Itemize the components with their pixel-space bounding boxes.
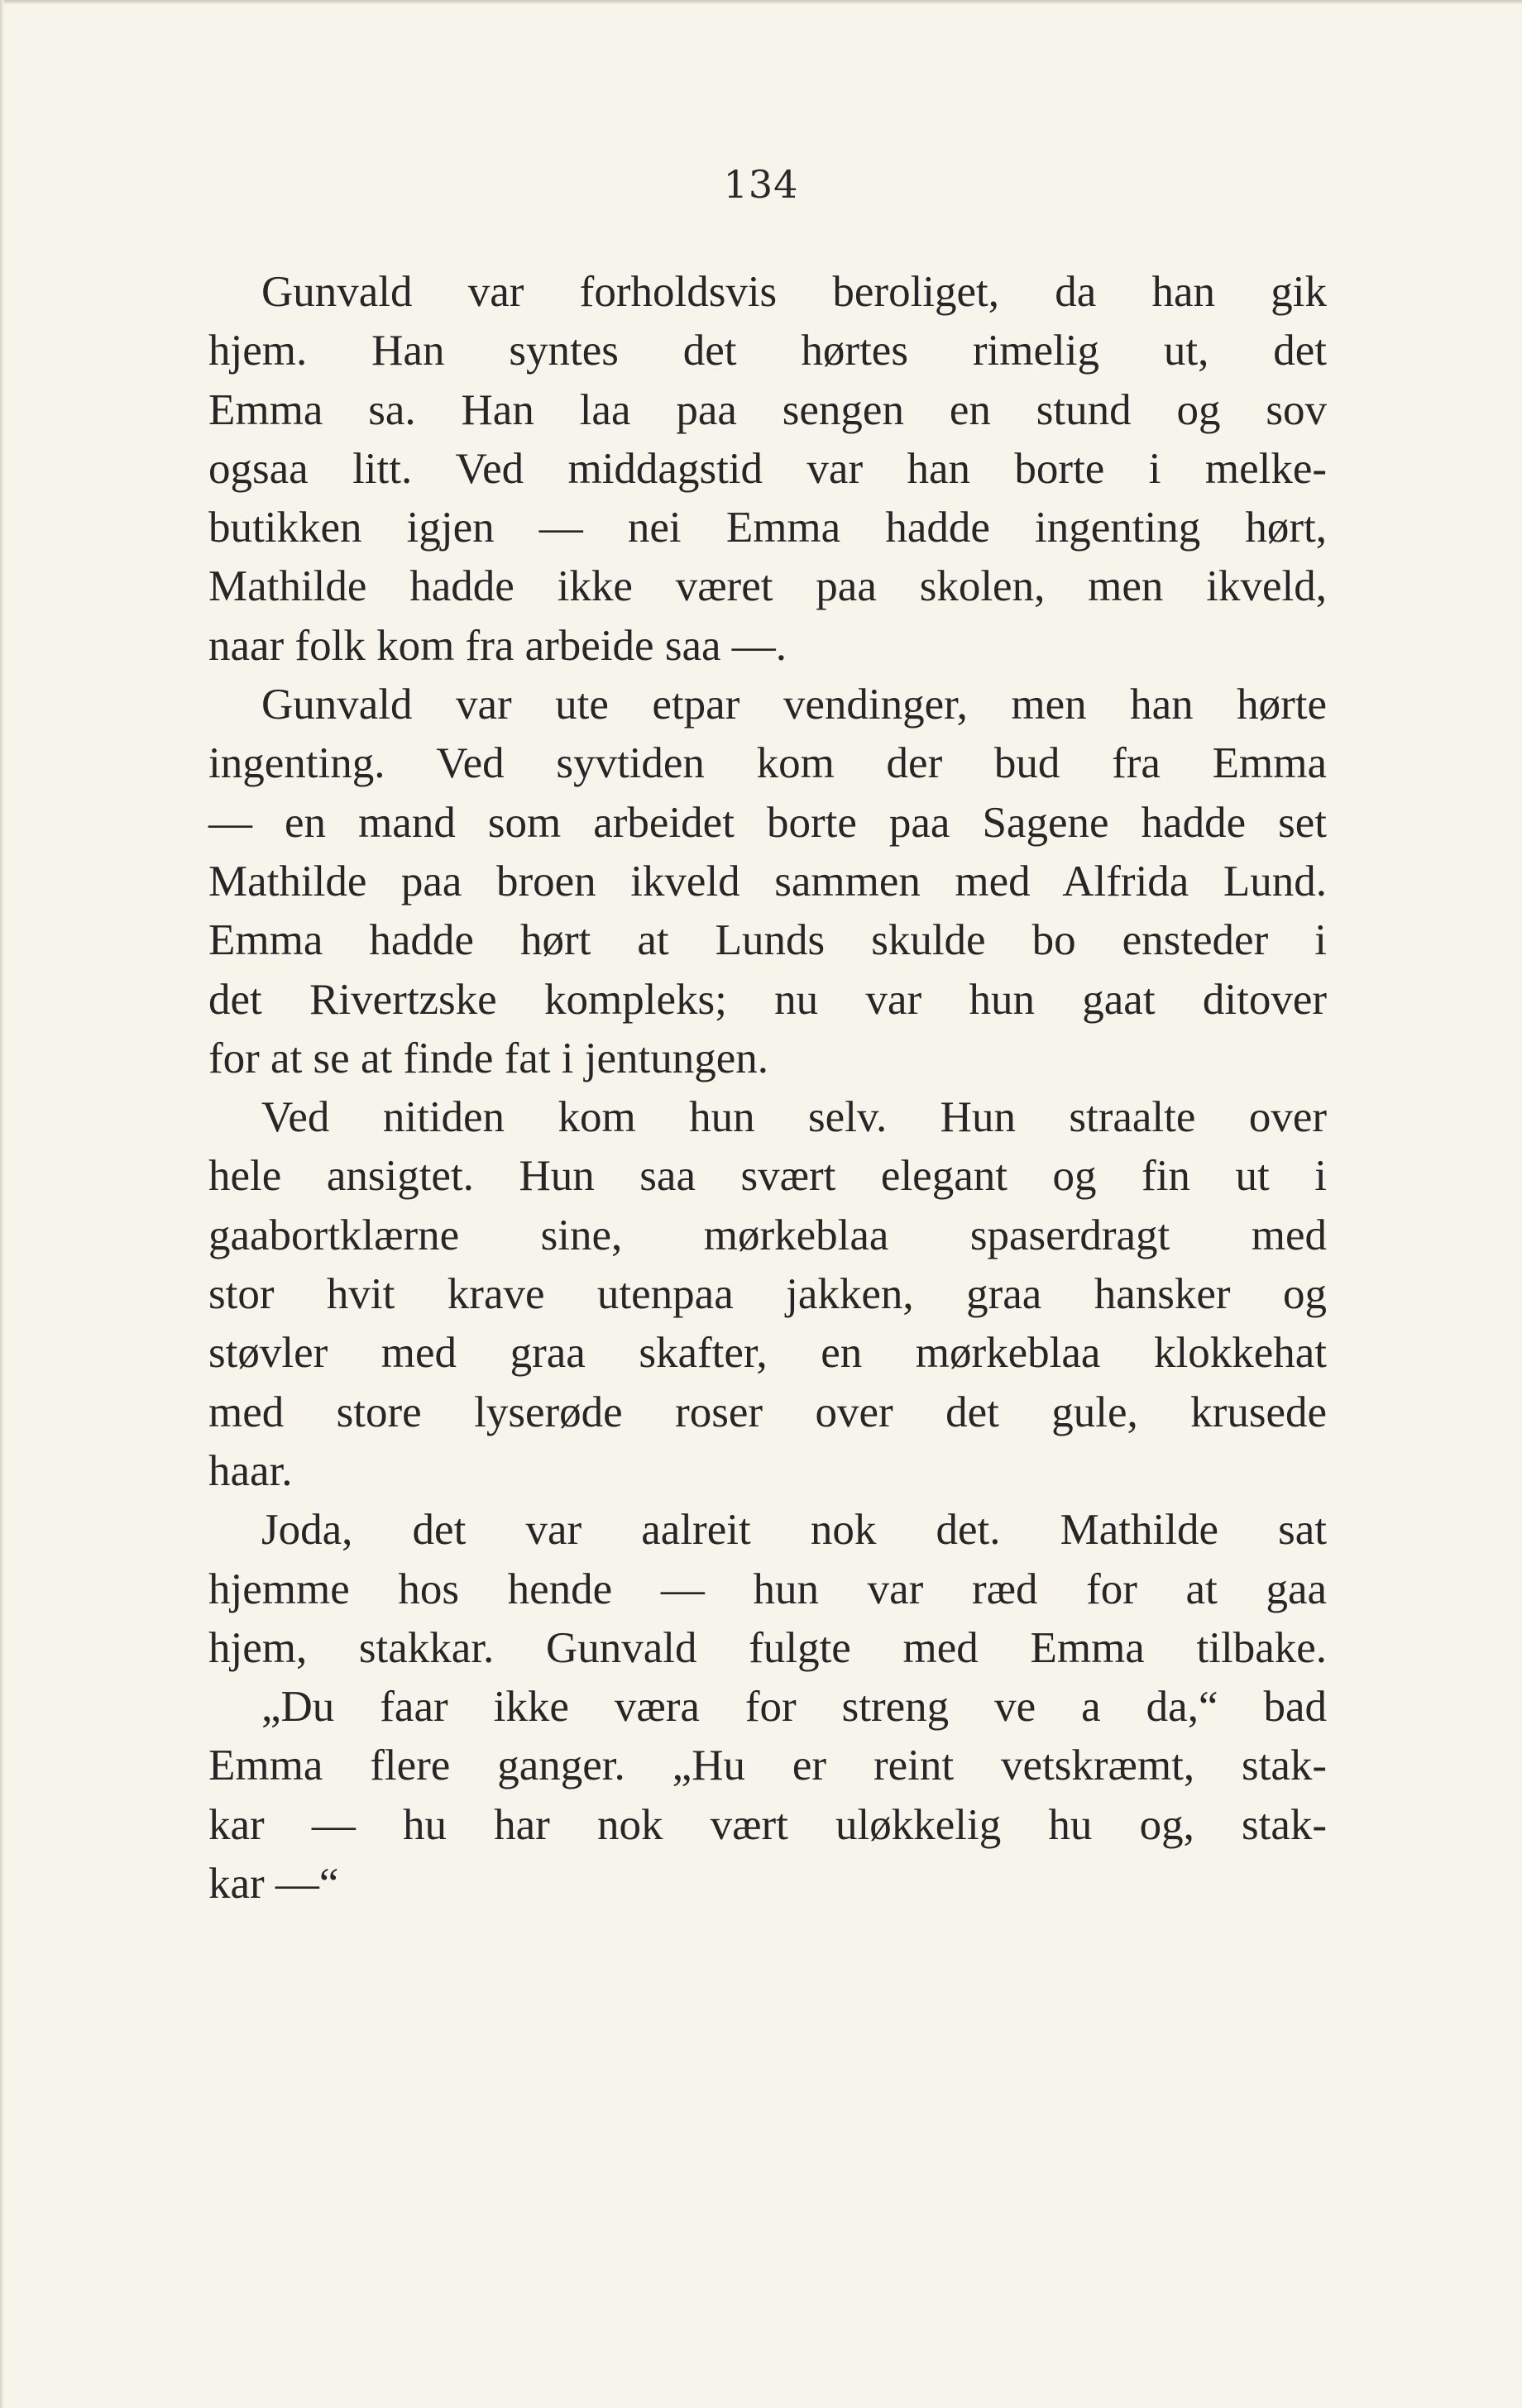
text-line: hjem. Han syntes det hørtes rimelig ut, det [208,327,1327,375]
text-line: haar. [208,1446,293,1495]
text-line: butikken igjen — nei Emma hadde ingenting hørt, [208,504,1327,552]
text-line: støvler med graa skafter, en mørkeblaa klokkehat [208,1329,1327,1378]
text-line: naar folk kom fra arbeide saa —. [208,621,787,670]
text-line: Joda, det var aalreit nok det. Mathilde sat [261,1506,1327,1555]
text-line: for at se at finde fat i jentungen. [208,1034,768,1082]
text-line: Emma hadde hørt at Lunds skulde bo ensteder i [208,916,1327,965]
text-line: Ved nitiden kom hun selv. Hun straalte over [261,1093,1327,1142]
text-line: Emma flere ganger. „Hu er reint vetskræmt, stak- [208,1742,1327,1790]
text-line: ingenting. Ved syvtiden kom der bud fra Emma [208,739,1327,788]
page-left-edge [0,0,4,2408]
text-line: hele ansigtet. Hun saa svært elegant og fin ut i [208,1152,1327,1201]
text-line: kar —“ [208,1860,339,1909]
body-text [208,263,1327,1913]
text-line: Gunvald var forholdsvis beroliget, da han gik [261,268,1327,316]
page-number: 134 [723,162,799,207]
text-line: med store lyserøde roser over det gule, krusede [208,1388,1327,1436]
text-line: „Du faar ikke væra for streng ve a da,“ bad [261,1683,1327,1732]
text-line: kar — hu har nok vært uløkkelig hu og, stak- [208,1800,1327,1849]
text-line: Mathilde hadde ikke været paa skolen, men ikveld, [208,562,1327,611]
text-line: gaabortklærne sine, mørkeblaa spaserdragt med [208,1211,1327,1259]
text-line: hjemme hos hende — hun var ræd for at gaa [208,1565,1327,1613]
text-line: — en mand som arbeidet borte paa Sagene hadde set [208,798,1327,847]
text-line: Emma sa. Han laa paa sengen en stund og sov [208,385,1327,434]
text-line: stor hvit krave utenpaa jakken, graa hansker og [208,1270,1327,1319]
text-line: det Rivertzske kompleks; nu var hun gaat ditover [208,975,1327,1024]
page-top-edge [0,0,1522,5]
text-line: Gunvald var ute etpar vendinger, men han hørte [261,681,1327,729]
text-line: hjem, stakkar. Gunvald fulgte med Emma tilbake. [208,1623,1327,1672]
text-line: ogsaa litt. Ved middagstid var han borte i melke- [208,444,1327,493]
text-line: Mathilde paa broen ikveld sammen med Alfrida Lund. [208,857,1327,905]
